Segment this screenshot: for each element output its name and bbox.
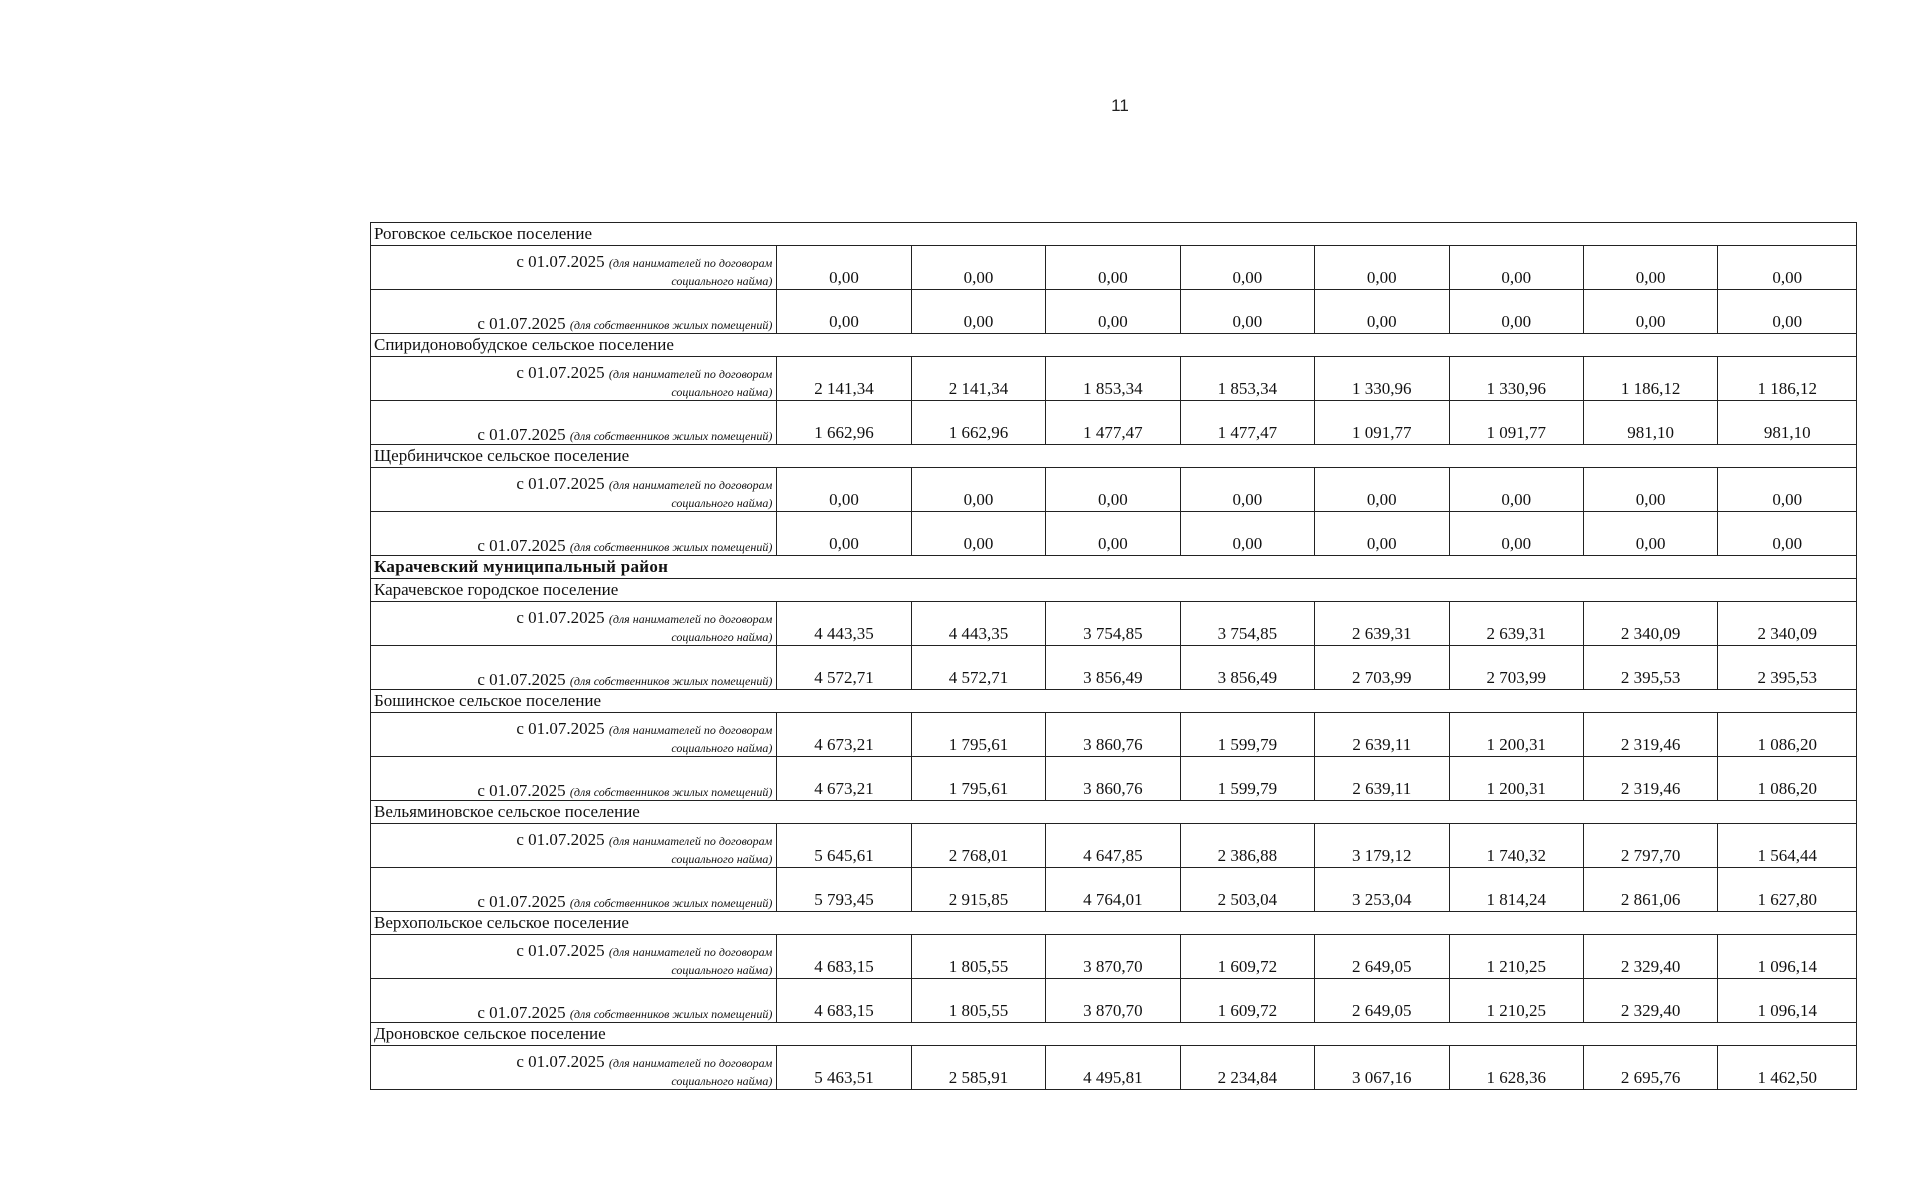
row-label xyxy=(371,602,777,646)
tariff-value: 2 386,88 xyxy=(1180,824,1314,868)
tariff-value: 1 662,96 xyxy=(911,401,1045,445)
tariff-value: 2 639,31 xyxy=(1315,602,1449,646)
tariff-value: 0,00 xyxy=(1315,468,1449,512)
table-row xyxy=(371,1046,1857,1090)
tariff-value: 0,00 xyxy=(1315,246,1449,290)
row-label xyxy=(371,357,777,401)
tariff-value: 2 141,34 xyxy=(911,357,1045,401)
district-title: Карачевский муниципальный район xyxy=(371,556,1857,579)
table-row xyxy=(371,646,1857,690)
row-label-line1 xyxy=(371,653,772,671)
tariff-value: 1 853,34 xyxy=(1046,357,1180,401)
row-label xyxy=(371,246,777,290)
table-row xyxy=(371,512,1857,556)
row-label xyxy=(371,935,777,979)
tariff-value: 0,00 xyxy=(1583,290,1717,334)
tariff-value: 3 754,85 xyxy=(1046,602,1180,646)
row-label-line1 xyxy=(371,720,772,738)
effective-date: с 01.07.2025 xyxy=(516,719,605,739)
table-row xyxy=(371,602,1857,646)
tariff-value: 0,00 xyxy=(1315,512,1449,556)
table-row xyxy=(371,935,1857,979)
row-label-line2 xyxy=(371,671,772,689)
row-label xyxy=(371,824,777,868)
tariff-value: 2 703,99 xyxy=(1449,646,1583,690)
tariff-value: 4 673,21 xyxy=(777,713,911,757)
tariff-value: 1 609,72 xyxy=(1180,979,1314,1023)
tariff-value: 0,00 xyxy=(777,468,911,512)
effective-date: с 01.07.2025 xyxy=(477,536,566,556)
tariff-value: 1 086,20 xyxy=(1718,757,1857,801)
row-label-line1 xyxy=(371,609,772,627)
settlement-title: Вельяминовское сельское поселение xyxy=(371,801,1857,824)
tariff-value: 4 572,71 xyxy=(777,646,911,690)
section-row xyxy=(371,223,1857,246)
row-note: (для собственников жилых помещений) xyxy=(569,785,773,800)
tariff-value: 0,00 xyxy=(777,512,911,556)
tariff-value: 3 856,49 xyxy=(1180,646,1314,690)
tariff-value: 2 797,70 xyxy=(1583,824,1717,868)
tariff-value: 0,00 xyxy=(911,468,1045,512)
tariff-value: 2 768,01 xyxy=(911,824,1045,868)
tariff-value: 4 647,85 xyxy=(1046,824,1180,868)
tariff-value: 1 096,14 xyxy=(1718,935,1857,979)
tariff-value: 2 503,04 xyxy=(1180,868,1314,912)
row-label-line1 xyxy=(371,764,772,782)
tariff-value: 1 200,31 xyxy=(1449,713,1583,757)
tariff-value: 1 200,31 xyxy=(1449,757,1583,801)
row-note: социального найма) xyxy=(671,274,773,289)
tariff-value: 5 463,51 xyxy=(777,1046,911,1090)
row-label xyxy=(371,1046,777,1090)
row-note: (для собственников жилых помещений) xyxy=(569,540,773,555)
tariff-value: 5 645,61 xyxy=(777,824,911,868)
row-note: (для собственников жилых помещений) xyxy=(569,1007,773,1022)
section-row xyxy=(371,445,1857,468)
tariff-value: 3 856,49 xyxy=(1046,646,1180,690)
row-note: (для собственников жилых помещений) xyxy=(569,429,773,444)
tariff-value: 4 572,71 xyxy=(911,646,1045,690)
tariff-value: 0,00 xyxy=(1180,290,1314,334)
row-label-line1 xyxy=(371,408,772,426)
effective-date: с 01.07.2025 xyxy=(477,670,566,690)
effective-date: с 01.07.2025 xyxy=(477,781,566,801)
row-note: социального найма) xyxy=(671,385,773,400)
tariff-value: 1 477,47 xyxy=(1046,401,1180,445)
tariff-value: 1 086,20 xyxy=(1718,713,1857,757)
section-row xyxy=(371,801,1857,824)
tariff-value: 0,00 xyxy=(911,246,1045,290)
row-label-line2 xyxy=(371,849,772,867)
row-note: социального найма) xyxy=(671,630,773,645)
table-row xyxy=(371,824,1857,868)
settlement-title: Карачевское городское поселение xyxy=(371,579,1857,602)
tariff-value: 1 210,25 xyxy=(1449,935,1583,979)
effective-date: с 01.07.2025 xyxy=(477,1003,566,1023)
row-label-line1 xyxy=(371,1053,772,1071)
tariff-value: 3 860,76 xyxy=(1046,713,1180,757)
tariff-value: 2 649,05 xyxy=(1315,979,1449,1023)
row-label-line1 xyxy=(371,986,772,1004)
tariff-value: 2 695,76 xyxy=(1583,1046,1717,1090)
settlement-title: Бошинское сельское поселение xyxy=(371,690,1857,713)
tariff-value: 1 628,36 xyxy=(1449,1046,1583,1090)
tariff-value: 3 870,70 xyxy=(1046,979,1180,1023)
section-row xyxy=(371,1023,1857,1046)
tariff-value: 2 703,99 xyxy=(1315,646,1449,690)
row-label xyxy=(371,713,777,757)
row-note: (для нанимателей по договорам xyxy=(608,478,773,493)
tariff-value: 2 234,84 xyxy=(1180,1046,1314,1090)
section-row xyxy=(371,334,1857,357)
row-label-line1 xyxy=(371,875,772,893)
tariff-value: 0,00 xyxy=(1718,290,1857,334)
tariff-value: 1 627,80 xyxy=(1718,868,1857,912)
tariff-value: 2 340,09 xyxy=(1583,602,1717,646)
row-label xyxy=(371,757,777,801)
tariff-value: 981,10 xyxy=(1718,401,1857,445)
tariff-value: 0,00 xyxy=(1449,512,1583,556)
tariff-value: 2 329,40 xyxy=(1583,935,1717,979)
row-note: социального найма) xyxy=(671,963,773,978)
tariff-value: 2 395,53 xyxy=(1718,646,1857,690)
tariff-value: 3 179,12 xyxy=(1315,824,1449,868)
row-label xyxy=(371,979,777,1023)
row-label-line2 xyxy=(371,426,772,444)
tariff-value: 0,00 xyxy=(777,246,911,290)
tariff-value: 1 795,61 xyxy=(911,757,1045,801)
tariff-value: 0,00 xyxy=(911,290,1045,334)
tariff-value: 2 639,31 xyxy=(1449,602,1583,646)
row-note: социального найма) xyxy=(671,496,773,511)
tariff-value: 4 443,35 xyxy=(911,602,1045,646)
tariff-value: 0,00 xyxy=(1046,512,1180,556)
row-note: социального найма) xyxy=(671,852,773,867)
row-note: (для нанимателей по договорам xyxy=(608,367,773,382)
row-label-line1 xyxy=(371,831,772,849)
row-label-line2 xyxy=(371,537,772,555)
row-note: (для нанимателей по договорам xyxy=(608,612,773,627)
table-row xyxy=(371,868,1857,912)
tariff-value: 5 793,45 xyxy=(777,868,911,912)
tariff-value: 1 330,96 xyxy=(1449,357,1583,401)
settlement-title: Спиридоновобудское сельское поселение xyxy=(371,334,1857,357)
tariff-value: 1 091,77 xyxy=(1449,401,1583,445)
tariff-value: 3 870,70 xyxy=(1046,935,1180,979)
row-label xyxy=(371,290,777,334)
row-note: социального найма) xyxy=(671,741,773,756)
tariff-value: 1 805,55 xyxy=(911,979,1045,1023)
tariff-value: 3 754,85 xyxy=(1180,602,1314,646)
tariff-value: 1 853,34 xyxy=(1180,357,1314,401)
tariff-value: 2 861,06 xyxy=(1583,868,1717,912)
tariff-table xyxy=(370,222,1857,1090)
tariff-value: 0,00 xyxy=(1046,246,1180,290)
effective-date: с 01.07.2025 xyxy=(516,363,605,383)
effective-date: с 01.07.2025 xyxy=(516,474,605,494)
row-label-line2 xyxy=(371,893,772,911)
tariff-value: 4 764,01 xyxy=(1046,868,1180,912)
tariff-value: 1 795,61 xyxy=(911,713,1045,757)
tariff-value: 0,00 xyxy=(1315,290,1449,334)
row-label-line2 xyxy=(371,315,772,333)
tariff-value: 3 860,76 xyxy=(1046,757,1180,801)
row-note: (для нанимателей по договорам xyxy=(608,723,773,738)
tariff-value: 0,00 xyxy=(911,512,1045,556)
tariff-value: 3 067,16 xyxy=(1315,1046,1449,1090)
tariff-value: 2 639,11 xyxy=(1315,713,1449,757)
tariff-value: 2 319,46 xyxy=(1583,757,1717,801)
tariff-value: 1 462,50 xyxy=(1718,1046,1857,1090)
tariff-value: 3 253,04 xyxy=(1315,868,1449,912)
row-note: (для нанимателей по договорам xyxy=(608,945,773,960)
tariff-value: 4 683,15 xyxy=(777,935,911,979)
tariff-value: 2 915,85 xyxy=(911,868,1045,912)
table-row xyxy=(371,401,1857,445)
settlement-title: Роговское сельское поселение xyxy=(371,223,1857,246)
row-label-line2 xyxy=(371,960,772,978)
effective-date: с 01.07.2025 xyxy=(477,892,566,912)
row-label xyxy=(371,468,777,512)
tariff-value: 2 319,46 xyxy=(1583,713,1717,757)
row-label-line2 xyxy=(371,382,772,400)
row-note: социального найма) xyxy=(671,1074,773,1089)
row-label-line2 xyxy=(371,627,772,645)
tariff-value: 4 495,81 xyxy=(1046,1046,1180,1090)
tariff-value: 1 599,79 xyxy=(1180,713,1314,757)
table-row xyxy=(371,246,1857,290)
tariff-value: 1 330,96 xyxy=(1315,357,1449,401)
tariff-value: 2 639,11 xyxy=(1315,757,1449,801)
table-row xyxy=(371,468,1857,512)
tariff-value: 2 329,40 xyxy=(1583,979,1717,1023)
tariff-value: 0,00 xyxy=(1180,468,1314,512)
row-label-line1 xyxy=(371,475,772,493)
tariff-value: 0,00 xyxy=(1449,468,1583,512)
page-number: 11 xyxy=(1111,96,1129,115)
tariff-value: 1 210,25 xyxy=(1449,979,1583,1023)
row-label xyxy=(371,401,777,445)
table-row xyxy=(371,979,1857,1023)
tariff-value: 2 395,53 xyxy=(1583,646,1717,690)
table-row xyxy=(371,290,1857,334)
tariff-value: 2 585,91 xyxy=(911,1046,1045,1090)
table-row xyxy=(371,357,1857,401)
effective-date: с 01.07.2025 xyxy=(516,941,605,961)
tariff-value: 0,00 xyxy=(1583,246,1717,290)
effective-date: с 01.07.2025 xyxy=(516,608,605,628)
settlement-title: Верхопольское сельское поселение xyxy=(371,912,1857,935)
effective-date: с 01.07.2025 xyxy=(477,314,566,334)
effective-date: с 01.07.2025 xyxy=(477,425,566,445)
tariff-value: 0,00 xyxy=(777,290,911,334)
tariff-value: 0,00 xyxy=(1449,246,1583,290)
row-label-line2 xyxy=(371,493,772,511)
row-label-line2 xyxy=(371,782,772,800)
settlement-title: Щербиничское сельское поселение xyxy=(371,445,1857,468)
tariff-value: 4 443,35 xyxy=(777,602,911,646)
tariff-value: 0,00 xyxy=(1046,468,1180,512)
tariff-value: 981,10 xyxy=(1583,401,1717,445)
tariff-value: 0,00 xyxy=(1583,512,1717,556)
row-label-line2 xyxy=(371,271,772,289)
row-label-line1 xyxy=(371,942,772,960)
tariff-value: 0,00 xyxy=(1180,246,1314,290)
row-label xyxy=(371,868,777,912)
row-note: (для собственников жилых помещений) xyxy=(569,318,773,333)
row-label-line2 xyxy=(371,1071,772,1089)
tariff-value: 0,00 xyxy=(1718,246,1857,290)
effective-date: с 01.07.2025 xyxy=(516,1052,605,1072)
row-label-line1 xyxy=(371,253,772,271)
row-label-line2 xyxy=(371,738,772,756)
tariff-value: 4 683,15 xyxy=(777,979,911,1023)
table-row xyxy=(371,757,1857,801)
tariff-value: 1 091,77 xyxy=(1315,401,1449,445)
tariff-value: 1 564,44 xyxy=(1718,824,1857,868)
tariff-value: 1 186,12 xyxy=(1583,357,1717,401)
row-note: (для нанимателей по договорам xyxy=(608,1056,773,1071)
tariff-value: 1 805,55 xyxy=(911,935,1045,979)
row-note: (для нанимателей по договорам xyxy=(608,834,773,849)
tariff-value: 0,00 xyxy=(1583,468,1717,512)
tariff-value: 1 599,79 xyxy=(1180,757,1314,801)
row-note: (для собственников жилых помещений) xyxy=(569,674,773,689)
row-note: (для собственников жилых помещений) xyxy=(569,896,773,911)
tariff-value: 2 141,34 xyxy=(777,357,911,401)
table-row xyxy=(371,713,1857,757)
section-row xyxy=(371,690,1857,713)
row-label-line1 xyxy=(371,519,772,537)
row-label-line2 xyxy=(371,1004,772,1022)
tariff-value: 1 186,12 xyxy=(1718,357,1857,401)
tariff-value: 1 096,14 xyxy=(1718,979,1857,1023)
row-label-line1 xyxy=(371,364,772,382)
section-row xyxy=(371,579,1857,602)
tariff-value: 0,00 xyxy=(1718,512,1857,556)
tariff-value: 1 662,96 xyxy=(777,401,911,445)
row-note: (для нанимателей по договорам xyxy=(608,256,773,271)
tariff-value: 2 340,09 xyxy=(1718,602,1857,646)
tariff-value: 0,00 xyxy=(1449,290,1583,334)
tariff-value: 0,00 xyxy=(1046,290,1180,334)
tariff-value: 2 649,05 xyxy=(1315,935,1449,979)
effective-date: с 01.07.2025 xyxy=(516,830,605,850)
tariff-value: 0,00 xyxy=(1180,512,1314,556)
row-label xyxy=(371,512,777,556)
section-row xyxy=(371,556,1857,579)
tariff-value: 1 609,72 xyxy=(1180,935,1314,979)
effective-date: с 01.07.2025 xyxy=(516,252,605,272)
tariff-value: 4 673,21 xyxy=(777,757,911,801)
tariff-value: 1 814,24 xyxy=(1449,868,1583,912)
tariff-value: 1 740,32 xyxy=(1449,824,1583,868)
row-label xyxy=(371,646,777,690)
row-label-line1 xyxy=(371,297,772,315)
tariff-value: 1 477,47 xyxy=(1180,401,1314,445)
settlement-title: Дроновское сельское поселение xyxy=(371,1023,1857,1046)
section-row xyxy=(371,912,1857,935)
tariff-value: 0,00 xyxy=(1718,468,1857,512)
